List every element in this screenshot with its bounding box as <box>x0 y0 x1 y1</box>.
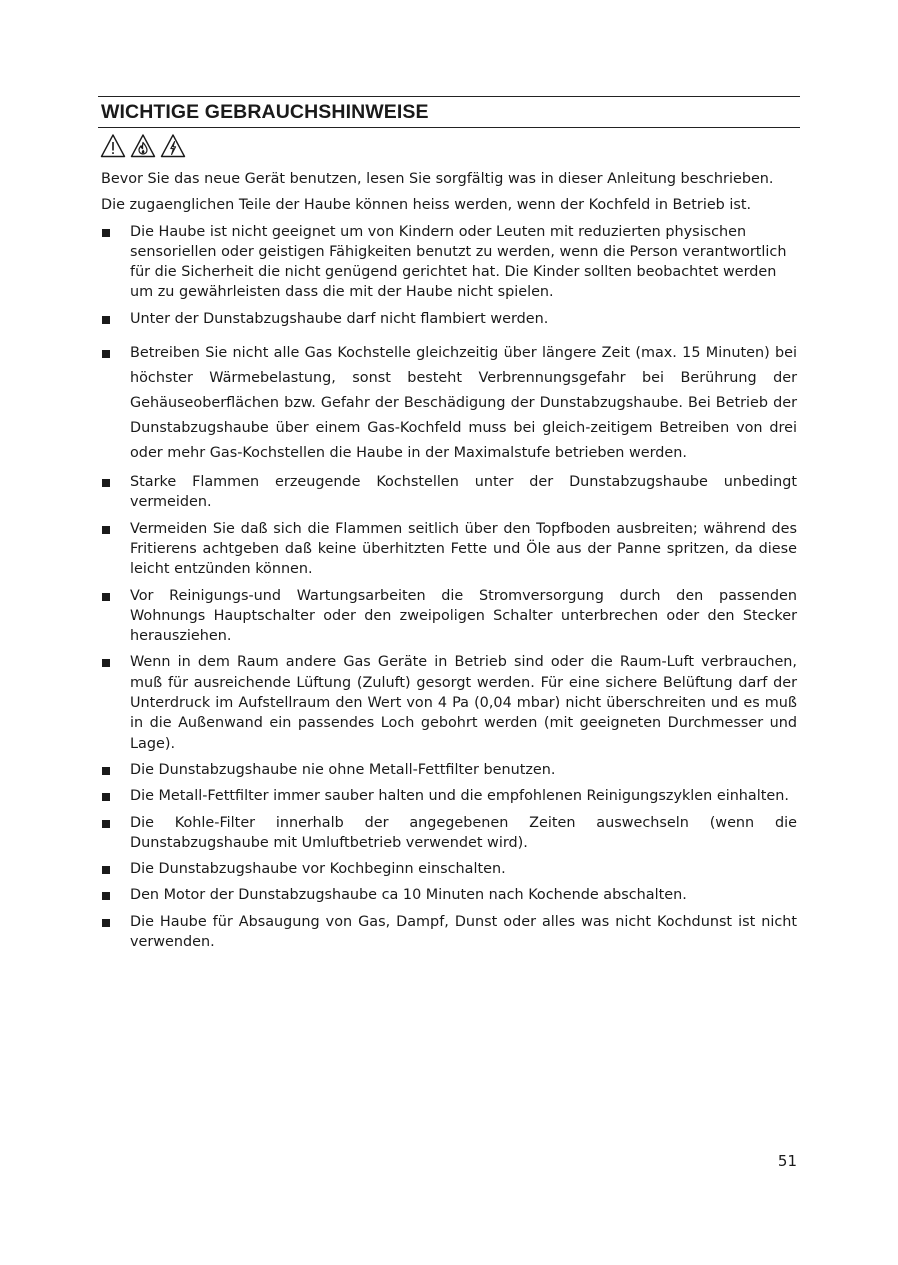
list-item <box>98 472 800 513</box>
list-item-text: Die Dunstabzugshaube nie ohne Metall-Fettfilter benutzen. <box>130 761 556 778</box>
page-number: 51 <box>777 1152 797 1170</box>
title-bar <box>98 96 800 128</box>
list-item-text: Die Haube für Absaugung von Gas, Dampf, Dunst oder alles was nicht Kochdunst ist nicht verwenden. <box>130 913 797 951</box>
list-item-text: Die Haube ist nicht geeignet um von Kindern oder Leuten mit reduzierten physischen sensoriellen oder geistigen Fähigkeiten benutzt zu werden, wenn die Person verantwortlich für die Sicherheit die nicht genügend gerichtet hat. Die Kinder sollten beobachtet werden um zu gewährleisten dass die mit der Haube nicht spielen. <box>130 223 787 301</box>
bullet-icon <box>102 316 110 324</box>
list-item-text: Die Kohle-Filter innerhalb der angegebenen Zeiten auswechseln (wenn die Dunstabzugshaube mit Umluftbetrieb verwendet wird). <box>130 814 797 851</box>
electric-warning-icon <box>160 133 186 159</box>
list-item-text: Unter der Dunstabzugshaube darf nicht flambiert werden. <box>130 310 549 327</box>
warning-icon <box>100 133 126 159</box>
list-item <box>98 760 800 780</box>
bullet-icon <box>102 793 110 801</box>
fire-warning-icon <box>130 133 156 159</box>
list-item <box>98 519 800 580</box>
list-item <box>98 885 800 905</box>
instruction-list <box>98 222 800 953</box>
list-item-text: Vor Reinigungs-und Wartungsarbeiten die Stromversorgung durch den passenden Wohnungs Hauptschalter oder den zweipoligen Schalter unterbrechen oder den Stecker herausziehen. <box>130 587 797 645</box>
list-item <box>98 813 800 854</box>
list-item <box>98 222 800 303</box>
page-title: WICHTIGE GEBRAUCHSHINWEISE <box>101 101 429 123</box>
list-item-text: Die Dunstabzugshaube vor Kochbeginn einschalten. <box>130 861 506 878</box>
intro-paragraph: Bevor Sie das neue Gerät benutzen, lesen Sie sorgfältig was in dieser Anleitung beschrieben. <box>101 171 774 187</box>
list-item <box>98 341 800 466</box>
list-item-text: Starke Flammen erzeugende Kochstellen unter der Dunstabzugshaube unbedingt vermeiden. <box>130 474 797 511</box>
bullet-icon <box>102 659 110 667</box>
bullet-icon <box>102 820 110 828</box>
bullet-icon <box>102 526 110 534</box>
document-page <box>98 96 800 958</box>
intro-paragraph: Die zugaenglichen Teile der Haube können heiss werden, wenn der Kochfeld in Betrieb ist. <box>101 197 752 214</box>
list-item-text: Betreiben Sie nicht alle Gas Kochstelle gleichzeitig über längere Zeit (max. 15 Minuten) bei höchster Wärmebelastung, sonst besteht Verbrennungsgefahr bei Berührung der Gehäuseoberflächen bzw. Gefahr der Beschädigung der Dunstabzugshaube. Bei Betrieb der Dunstabzugshaube über einem Gas-Kochfeld muss bei gleich-zeitigem Betreiben von drei oder mehr Gas-Kochstellen die Haube in der Maximalstufe betrieben werden. <box>130 345 797 462</box>
bullet-icon <box>102 767 110 775</box>
list-item-text: Wenn in dem Raum andere Gas Geräte in Betrieb sind oder die Raum-Luft verbrauchen, muß für ausreichende Lüftung (Zuluft) gesorgt werden. Für eine sichere Belüftung darf der Unterdruck im Aufstellraum den Wert von 4 Pa (0,04 mbar) nicht überschreiten und es muß in die Außenwand ein passendes Loch gebohrt werden (mit geeigneten Durchmesser und Lage). <box>130 654 797 752</box>
list-item <box>98 652 800 753</box>
bullet-icon <box>102 919 110 927</box>
list-item-text: Die Metall-Fettfilter immer sauber halten und die empfohlenen Reinigungszyklen einhalten. <box>130 788 789 805</box>
bullet-icon <box>102 892 110 900</box>
list-item <box>98 859 800 879</box>
bullet-icon <box>102 479 110 487</box>
list-item <box>98 309 800 329</box>
bullet-icon <box>102 866 110 874</box>
list-item-text: Den Motor der Dunstabzugshaube ca 10 Minuten nach Kochende abschalten. <box>130 887 687 904</box>
bullet-icon <box>102 350 110 358</box>
warning-icons <box>100 133 800 163</box>
list-item-text: Vermeiden Sie daß sich die Flammen seitlich über den Topfboden ausbreiten; während des Fritierens achtgeben daß keine überhitzten Fette und Öle aus der Panne spritzen, da diese leicht entzünden können. <box>130 520 797 578</box>
list-item <box>98 786 800 806</box>
list-item <box>98 912 800 953</box>
bullet-icon <box>102 229 110 237</box>
list-item <box>98 586 800 647</box>
bullet-icon <box>102 593 110 601</box>
